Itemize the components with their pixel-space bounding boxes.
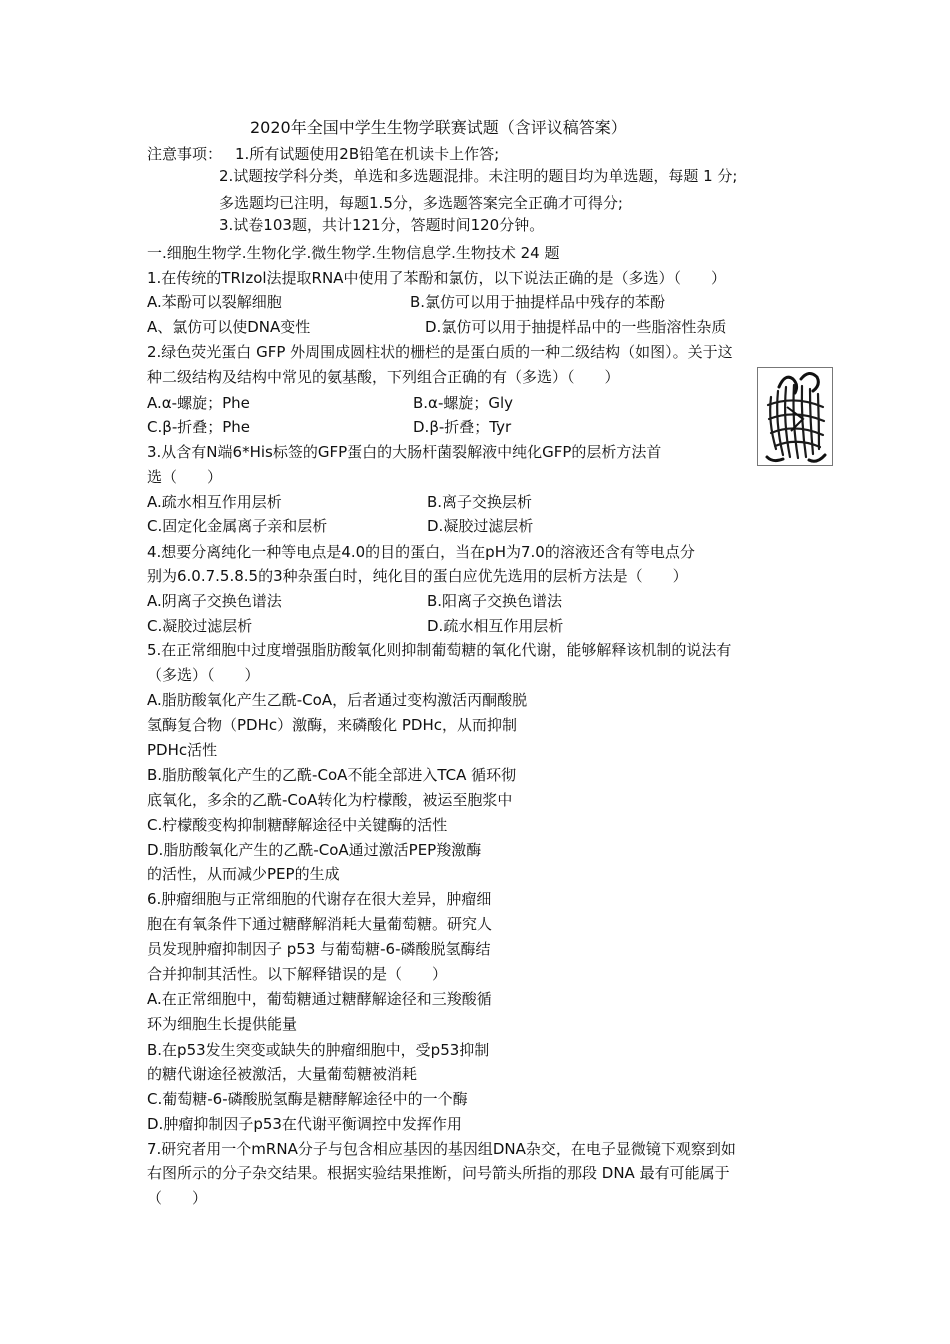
q5-stem-line-2: （多选）（ ） (147, 666, 260, 684)
q1-option-c: A、氯仿可以使DNA变性 (147, 318, 311, 336)
page-title: 2020年全国中学生生物学联赛试题（含评议稿答案） (250, 118, 627, 137)
q6-option-line: 环为细胞生长提供能量 (147, 1015, 298, 1033)
q1-option-d: D.氯仿可以用于抽提样品中的一些脂溶性杂质 (425, 318, 727, 336)
q6-option-line: A.在正常细胞中，葡萄糖通过糖酵解途径和三羧酸循 (147, 990, 492, 1008)
q6-option-line: B.在p53发生突变或缺失的肿瘤细胞中，受p53抑制 (147, 1041, 490, 1059)
q4-stem-line-1: 4.想要分离纯化一种等电点是4.0的目的蛋白，当在pH为7.0的溶液还含有等电点分 (147, 543, 695, 561)
q5-option-line: PDHc活性 (147, 741, 218, 759)
q7-stem-line: 7.研究者用一个mRNA分子与包含相应基因的基因组DNA杂交，在电子显微镜下观察到如 (147, 1140, 736, 1158)
notes-label: 注意事项： (147, 145, 223, 163)
q3-stem-line-1: 3.从含有N端6*His标签的GFP蛋白的大肠杆菌裂解液中纯化GFP的层析方法首 (147, 443, 662, 461)
q1-option-a: A.苯酚可以裂解细胞 (147, 293, 282, 311)
q6-stem-line: 胞在有氧条件下通过糖酵解消耗大量葡萄糖。研究人 (147, 915, 493, 933)
q3-option-a: A.疏水相互作用层析 (147, 493, 282, 511)
q2-stem-line-1: 2.绿色荧光蛋白 GFP 外周围成圆柱状的栅栏的是蛋白质的一种二级结构（如图）。关于这 (147, 343, 733, 361)
q6-option-line: C.葡萄糖-6-磷酸脱氢酶是糖酵解途径中的一个酶 (147, 1090, 468, 1108)
q5-option-line: 底氧化，多余的乙酰-CoA转化为柠檬酸，被运至胞浆中 (147, 791, 513, 809)
q2-option-a: A.α-螺旋；Phe (147, 394, 250, 412)
q6-stem-line: 员发现肿瘤抑制因子 p53 与葡萄糖-6-磷酸脱氢酶结 (147, 940, 491, 958)
q4-option-a: A.阴离子交换色谱法 (147, 592, 282, 610)
q1-stem: 1.在传统的TRIzol法提取RNA中使用了苯酚和氯仿，以下说法正确的是（多选）（ ） (147, 269, 726, 287)
q3-stem-line-2: 选（ ） (147, 468, 223, 486)
q4-stem-line-2: 别为6.0.7.5.8.5的3种杂蛋白时，纯化目的蛋白应优先选用的层析方法是（ ） (147, 567, 688, 585)
note-item-2: 2.试题按学科分类，单选和多选题混排。未注明的题目均为单选题，每题 1 分; (219, 167, 738, 185)
q2-stem-line-2: 种二级结构及结构中常见的氨基酸，下列组合正确的有（多选）（ ） (147, 368, 620, 386)
note-item-1: 1.所有试题使用2B铅笔在机读卡上作答; (235, 145, 500, 163)
q7-stem-line: （ ） (147, 1189, 208, 1207)
q5-option-line: 氢酶复合物（PDHc）激酶，来磷酸化 PDHc，从而抑制 (147, 716, 518, 734)
q2-option-d: D.β-折叠；Tyr (413, 418, 512, 436)
note-item-4: 3.试卷103题，共计121分，答题时间120分钟。 (219, 216, 545, 234)
q3-option-c: C.固定化金属离子亲和层析 (147, 517, 328, 535)
q4-option-b: B.阳离子交换色谱法 (427, 592, 563, 610)
q6-stem-line: 6.肿瘤细胞与正常细胞的代谢存在很大差异，肿瘤细 (147, 890, 492, 908)
gfp-structure-figure (757, 367, 833, 466)
q1-option-b: B.氯仿可以用于抽提样品中残存的苯酚 (410, 293, 666, 311)
q5-option-line: B.脂肪酸氧化产生的乙酰-CoA不能全部进入TCA 循环彻 (147, 766, 517, 784)
q6-option-line: 的糖代谢途径被激活，大量葡萄糖被消耗 (147, 1065, 418, 1083)
q5-option-line: A.脂肪酸氧化产生乙酰-CoA，后者通过变构激活丙酮酸脱 (147, 691, 528, 709)
q6-stem-line: 合并抑制其活性。以下解释错误的是（ ） (147, 965, 448, 983)
q5-option-line: D.脂肪酸氧化产生的乙酰-CoA通过激活PEP羧激酶 (147, 841, 482, 859)
q4-option-d: D.疏水相互作用层析 (427, 617, 564, 635)
q5-option-line: C.柠檬酸变构抑制糖酵解途径中关键酶的活性 (147, 816, 448, 834)
q2-option-c: C.β-折叠；Phe (147, 418, 251, 436)
q5-stem-line-1: 5.在正常细胞中过度增强脂肪酸氧化则抑制葡萄糖的氧化代谢，能够解释该机制的说法有 (147, 641, 732, 659)
q6-option-line: D.肿瘤抑制因子p53在代谢平衡调控中发挥作用 (147, 1115, 462, 1133)
section-heading: 一.细胞生物学.生物化学.微生物学.生物信息学.生物技术 24 题 (147, 244, 560, 262)
q2-option-b: B.α-螺旋；Gly (413, 394, 514, 412)
q5-option-line: 的活性，从而减少PEP的生成 (147, 865, 340, 883)
note-item-3: 多选题均已注明，每题1.5分，多选题答案完全正确才可得分; (219, 194, 623, 212)
q7-stem-line: 右图所示的分子杂交结果。根据实验结果推断，问号箭头所指的那段 DNA 最有可能属于 (147, 1164, 730, 1182)
q3-option-b: B.离子交换层析 (427, 493, 533, 511)
q3-option-d: D.凝胶过滤层析 (427, 517, 534, 535)
q4-option-c: C.凝胶过滤层析 (147, 617, 253, 635)
